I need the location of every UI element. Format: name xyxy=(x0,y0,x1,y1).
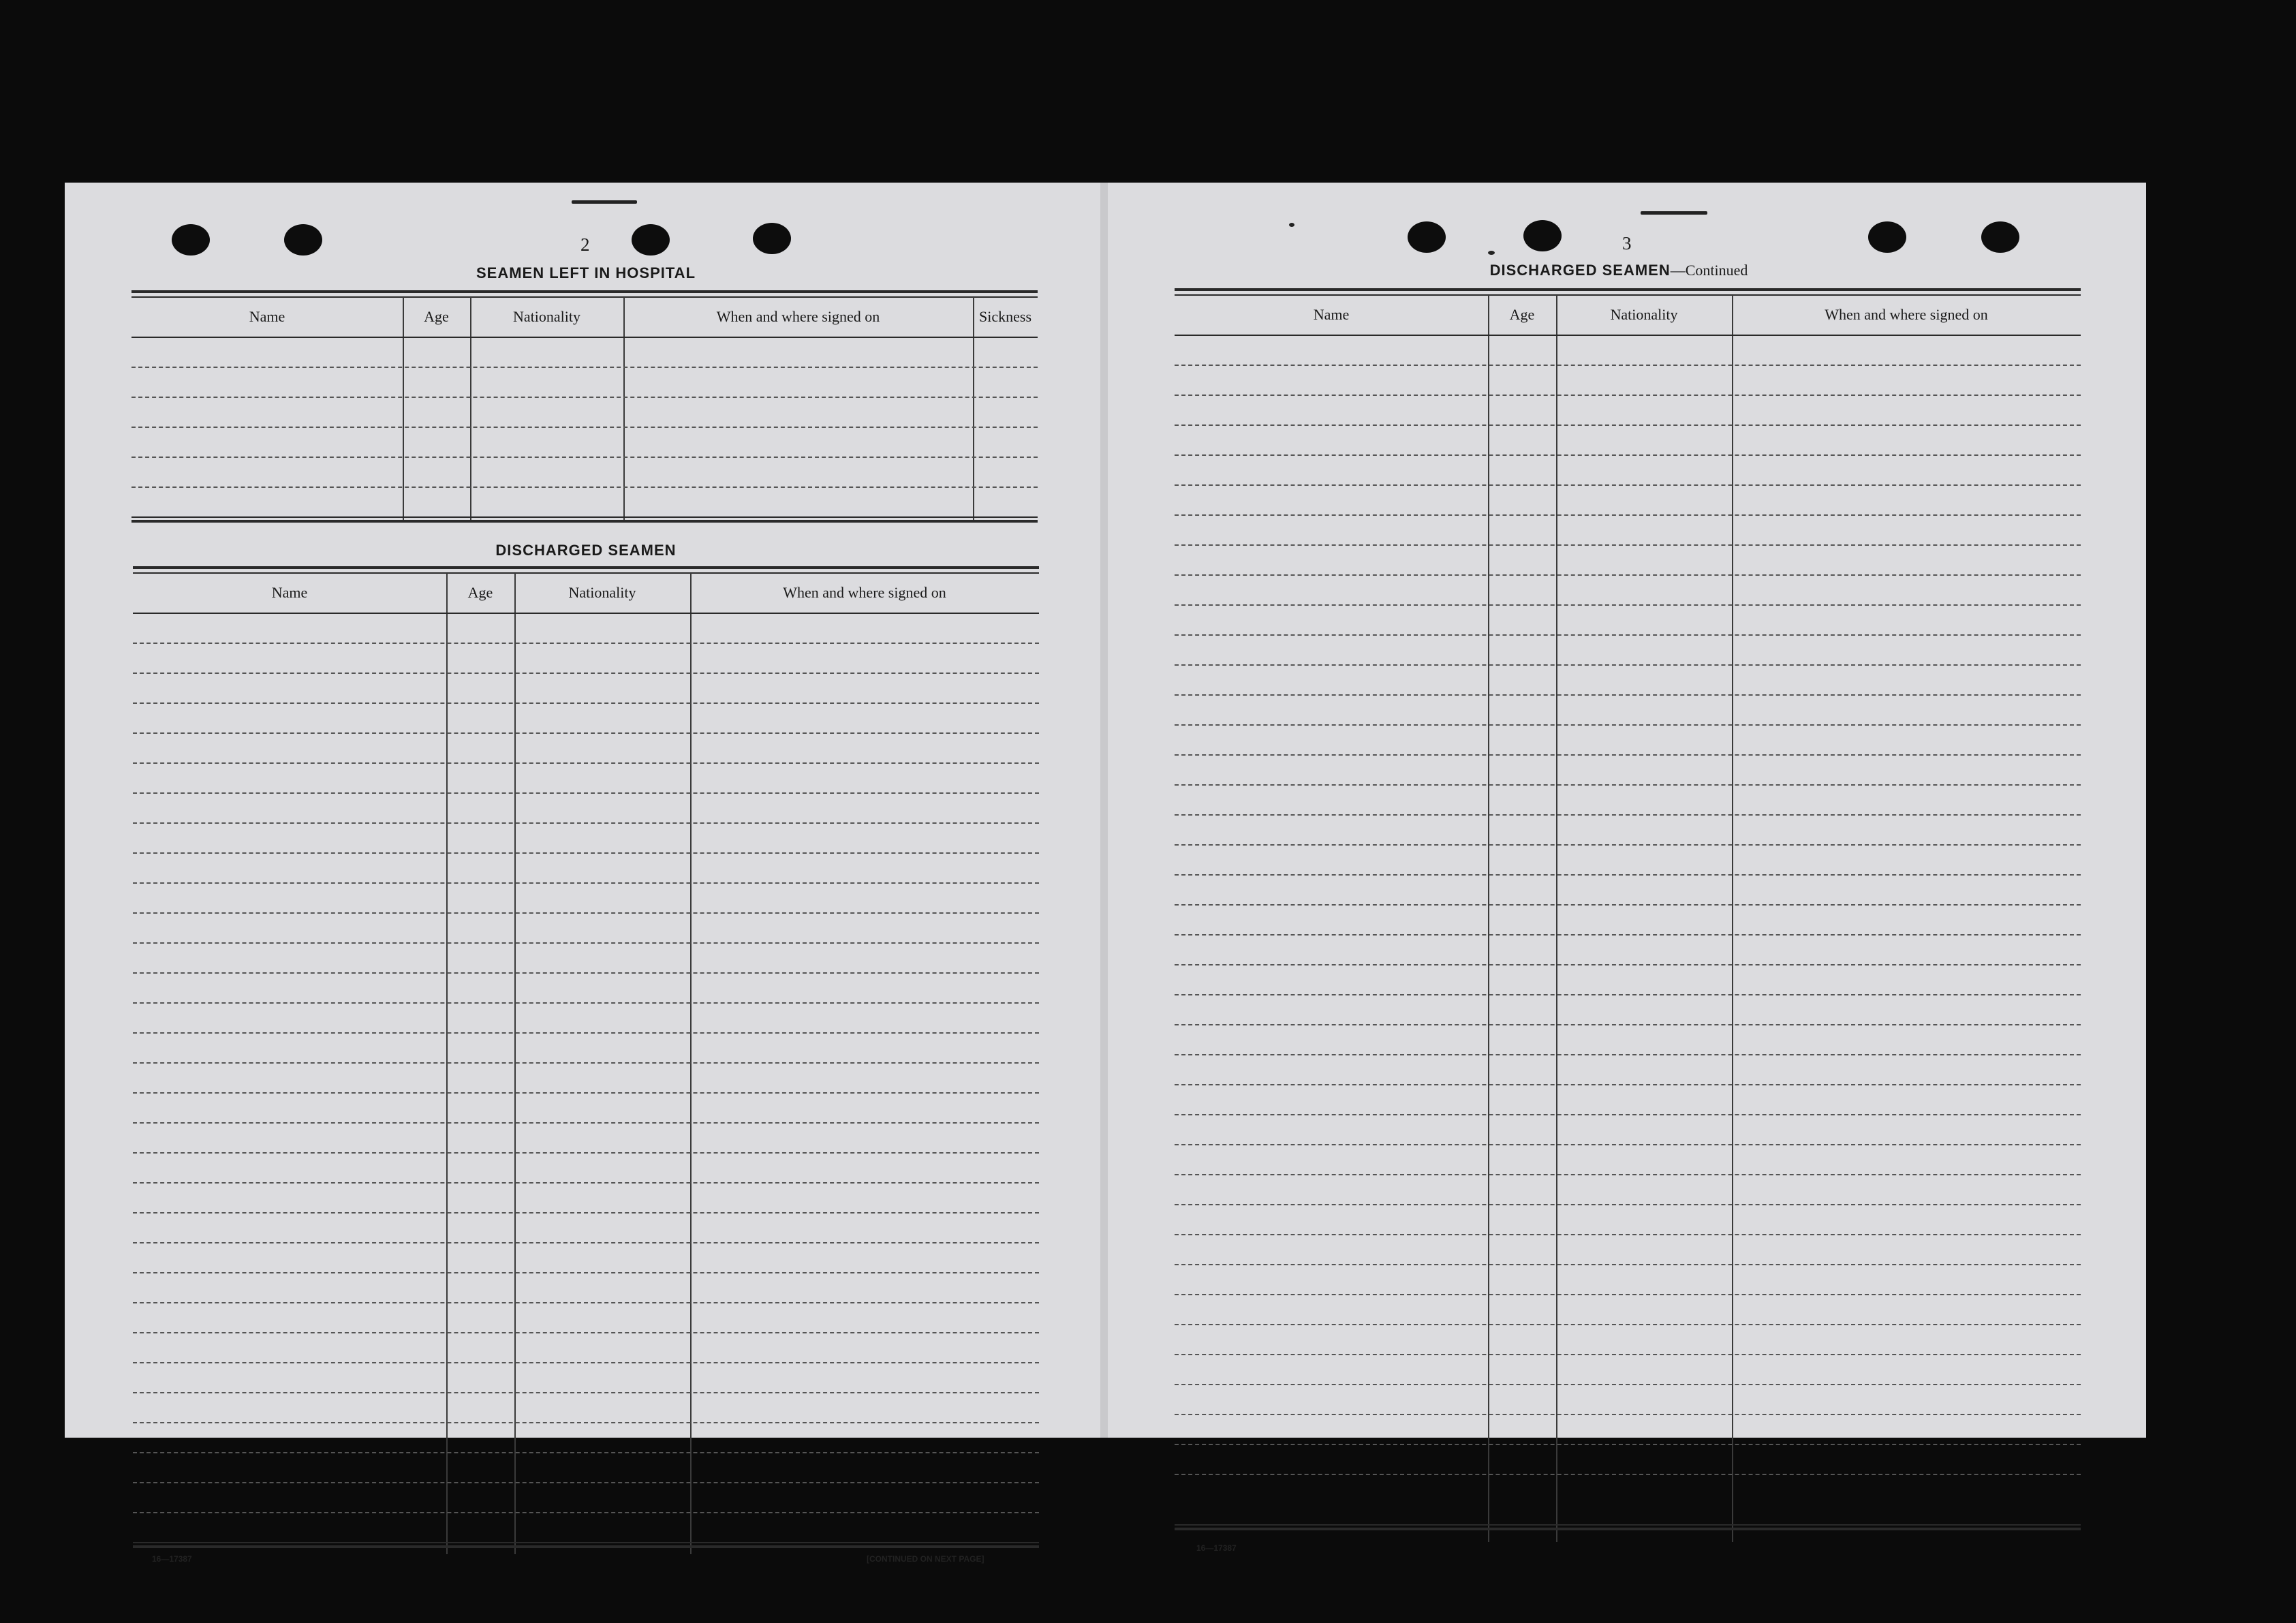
table-row xyxy=(1175,724,2081,726)
page-number: 3 xyxy=(1622,233,1632,253)
column-header-age: Age xyxy=(467,584,493,601)
table-row xyxy=(1175,1474,2081,1475)
ink-speck xyxy=(1289,223,1294,227)
ink-speck xyxy=(1488,251,1495,255)
section-title-discharged-continued xyxy=(1108,262,2130,279)
table-row xyxy=(133,702,1039,704)
table-row xyxy=(133,1482,1039,1483)
table-row xyxy=(1175,1294,2081,1295)
binder-hole xyxy=(1523,220,1562,251)
table-row xyxy=(133,673,1039,674)
right-page xyxy=(1108,183,2146,1553)
column-header-sickness: Sickness xyxy=(979,308,1031,325)
table-row xyxy=(133,1242,1039,1243)
table-row xyxy=(1175,1174,2081,1175)
table-row xyxy=(133,852,1039,854)
table-row xyxy=(1175,1444,2081,1445)
table-row xyxy=(1175,874,2081,876)
table-row xyxy=(1175,1114,2081,1115)
table-row xyxy=(133,792,1039,794)
table-row xyxy=(1175,1384,2081,1385)
table-row xyxy=(133,1392,1039,1393)
title-suffix: —Continued xyxy=(1670,262,1748,279)
table-row xyxy=(133,1512,1039,1513)
table-row xyxy=(1175,544,2081,546)
section-title-hospital: SEAMEN LEFT IN HOSPITAL xyxy=(476,264,696,281)
table-row xyxy=(1175,395,2081,396)
table-row xyxy=(133,1422,1039,1423)
discharged-continued-table xyxy=(1175,288,2081,1535)
table-row xyxy=(1175,1414,2081,1415)
table-row xyxy=(1175,365,2081,366)
column-header-nationality: Nationality xyxy=(1610,306,1678,323)
table-row xyxy=(1175,1024,2081,1025)
table-row xyxy=(131,486,1038,488)
table-row xyxy=(1175,1084,2081,1085)
table-row xyxy=(133,1032,1039,1034)
table-row xyxy=(1175,694,2081,696)
left-page xyxy=(65,183,1100,1564)
binder-hole xyxy=(1408,221,1446,253)
table-row xyxy=(131,397,1038,398)
column-header-name: Name xyxy=(271,584,308,601)
table-row xyxy=(133,762,1039,764)
table-row xyxy=(133,1362,1039,1363)
binder-hole xyxy=(632,224,670,256)
table-row xyxy=(133,972,1039,974)
table-row xyxy=(133,732,1039,734)
table-row xyxy=(1175,904,2081,906)
table-row xyxy=(133,1152,1039,1154)
table-row xyxy=(133,1002,1039,1004)
binder-hole xyxy=(1868,221,1906,253)
table-row xyxy=(1175,1204,2081,1205)
table-row xyxy=(133,1302,1039,1303)
column-header-signed-on: When and where signed on xyxy=(1825,306,1988,323)
table-row xyxy=(133,1212,1039,1214)
table-row xyxy=(133,1272,1039,1273)
table-row xyxy=(133,1122,1039,1124)
table-row xyxy=(1175,634,2081,636)
binder-hole xyxy=(284,224,322,256)
column-header-signed-on: When and where signed on xyxy=(783,584,946,601)
section-title-discharged: DISCHARGED SEAMEN xyxy=(495,542,677,559)
table-row xyxy=(1175,424,2081,426)
table-row xyxy=(1175,1354,2081,1355)
binder-hole xyxy=(1981,221,2019,253)
table-row xyxy=(1175,814,2081,816)
table-row xyxy=(1175,514,2081,516)
column-header-name: Name xyxy=(1313,306,1350,323)
table-row xyxy=(1175,1234,2081,1235)
column-header-name: Name xyxy=(249,308,285,325)
table-row xyxy=(1175,994,2081,995)
table-row xyxy=(131,427,1038,428)
column-header-nationality: Nationality xyxy=(568,584,636,601)
table-row xyxy=(1175,664,2081,666)
table-row xyxy=(1175,574,2081,576)
table-row xyxy=(1175,1144,2081,1145)
ink-mark xyxy=(572,200,637,204)
table-row xyxy=(1175,1264,2081,1265)
table-row xyxy=(1175,964,2081,965)
table-row xyxy=(131,367,1038,368)
table-row xyxy=(133,822,1039,824)
form-number: 16—17387 xyxy=(1196,1543,1237,1553)
column-header-nationality: Nationality xyxy=(513,308,580,325)
continued-note: [CONTINUED ON NEXT PAGE] xyxy=(867,1554,984,1564)
page-gutter xyxy=(1100,183,1108,1438)
hospital-table xyxy=(131,290,1038,522)
table-row xyxy=(1175,604,2081,606)
table-row xyxy=(131,457,1038,458)
table-row xyxy=(1175,754,2081,756)
column-header-age: Age xyxy=(424,308,449,325)
table-row xyxy=(133,942,1039,944)
table-row xyxy=(133,1062,1039,1064)
table-row xyxy=(1175,844,2081,846)
binder-hole xyxy=(172,224,210,256)
table-row xyxy=(1175,1054,2081,1055)
table-row xyxy=(133,912,1039,914)
table-row xyxy=(1175,454,2081,456)
table-row xyxy=(133,643,1039,644)
table-row xyxy=(1175,484,2081,486)
discharged-table xyxy=(133,566,1039,1547)
table-row xyxy=(133,1092,1039,1094)
table-row xyxy=(1175,784,2081,786)
column-header-age: Age xyxy=(1509,306,1535,323)
table-row xyxy=(133,1452,1039,1453)
page-number: 2 xyxy=(580,234,590,255)
column-header-signed-on: When and where signed on xyxy=(716,308,880,325)
ink-mark xyxy=(1641,211,1707,215)
binder-hole xyxy=(753,223,791,254)
table-row xyxy=(1175,934,2081,936)
form-number: 16—17387 xyxy=(152,1554,192,1564)
table-row xyxy=(1175,1324,2081,1325)
table-row xyxy=(133,1332,1039,1333)
table-row xyxy=(133,882,1039,884)
title-main: DISCHARGED SEAMEN xyxy=(1489,262,1671,279)
table-row xyxy=(133,1182,1039,1184)
